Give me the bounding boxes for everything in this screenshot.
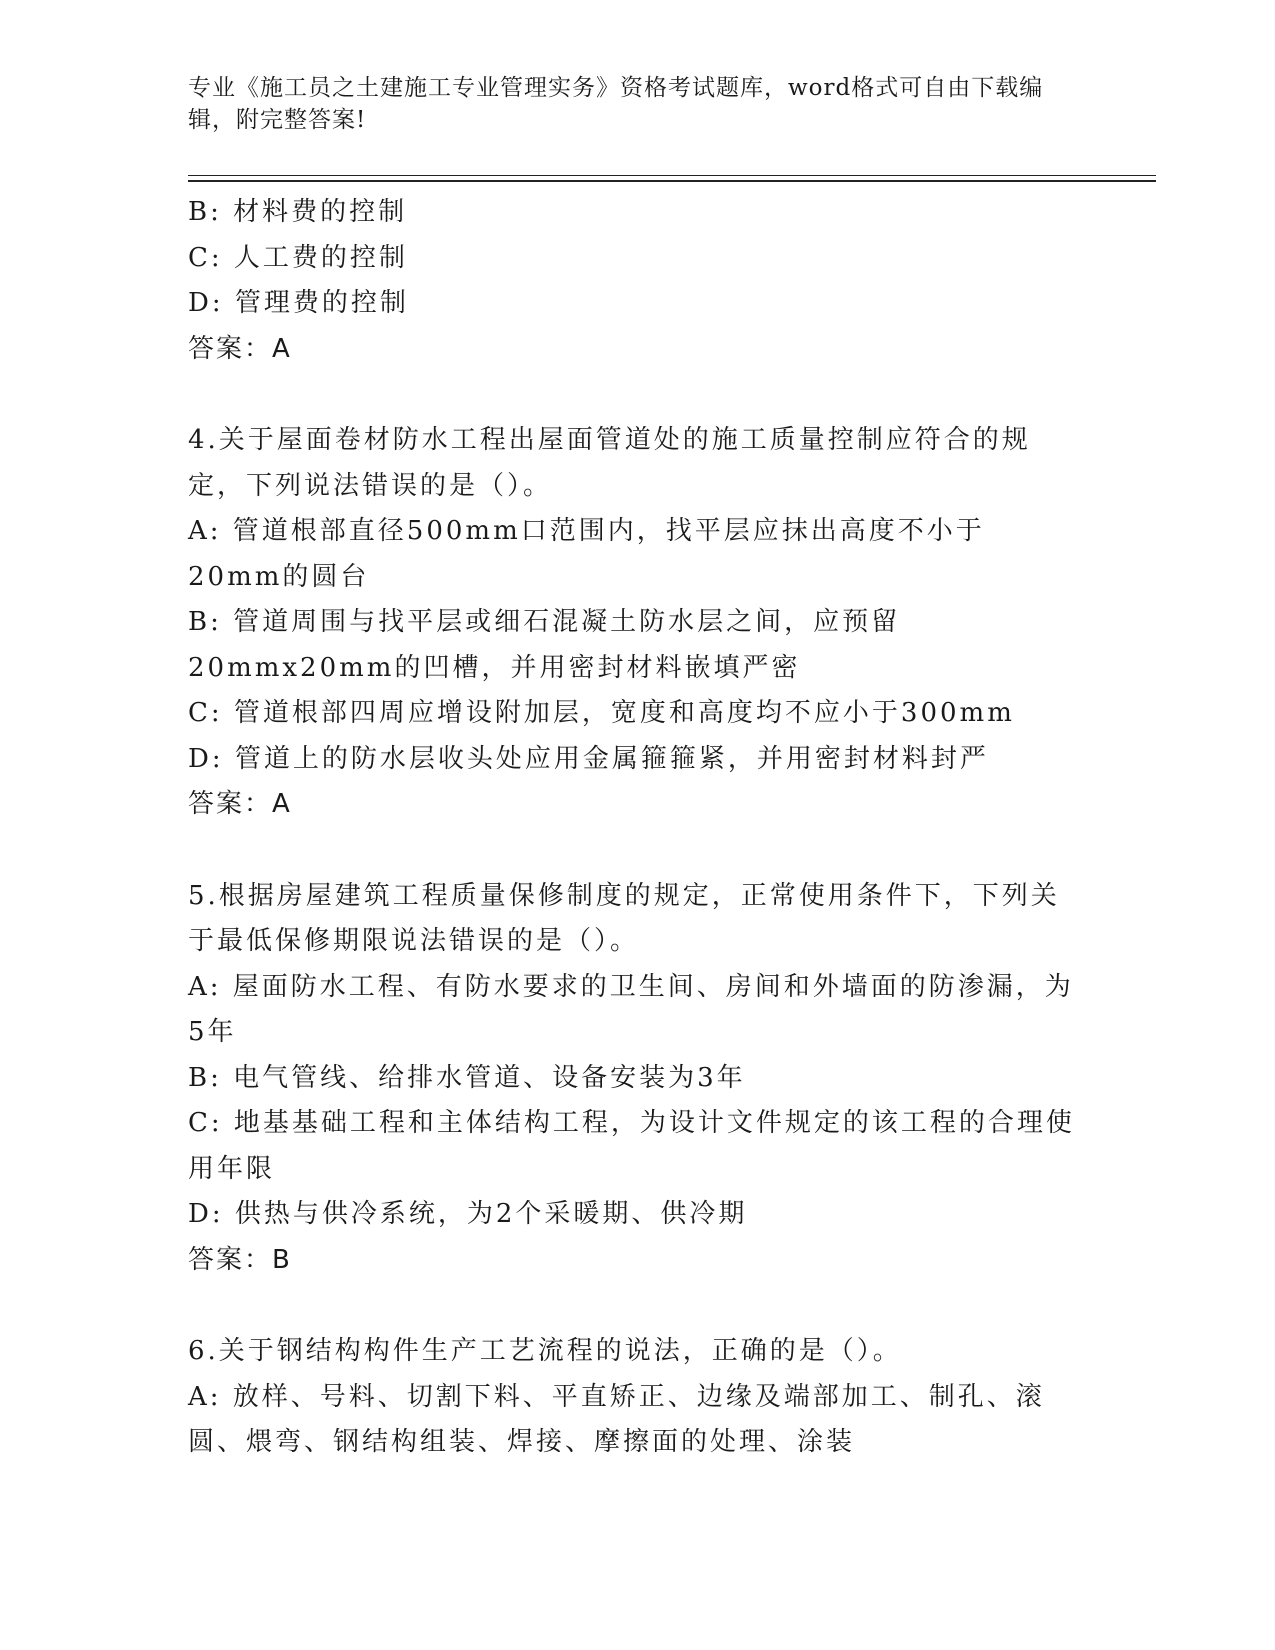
option-c: C: 管道根部四周应增设附加层，宽度和高度均不应小于300mm (188, 698, 1015, 728)
option-b: B: 电气管线、给排水管道、设备安装为3年 (188, 1062, 746, 1093)
answer-line: 答案：B (188, 1244, 292, 1275)
option-c: C: 地基基础工程和主体结构工程，为设计文件规定的该工程的合理使用年限 (188, 1108, 1075, 1184)
question-stem: 4.关于屋面卷材防水工程出屋面管道处的施工质量控制应符合的规定，下列说法错误的是（）。 (188, 425, 1031, 501)
answer-line: 答案：A (188, 333, 292, 364)
spacer (188, 828, 1078, 874)
option-a: A: 管道根部直径500mm口范围内，找平层应抹出高度不小于20mm的圆台 (188, 516, 985, 592)
answer-line: 答案：A (188, 789, 292, 819)
question-stem: 6.关于钢结构构件生产工艺流程的说法，正确的是（）。 (188, 1336, 902, 1366)
page-header (188, 72, 1068, 136)
question-stem: 5.根据房屋建筑工程质量保修制度的规定，正常使用条件下，下列关于最低保修期限说法错误的是（）。 (188, 880, 1060, 956)
question-content (188, 190, 1078, 1466)
header-divider-thin (188, 175, 1156, 176)
option-a: A: 放样、号料、切割下料、平直矫正、边缘及端部加工、制孔、滚圆、煨弯、钢结构组装、焊接、摩擦面的处理、涂装 (188, 1381, 1045, 1457)
header-title: 专业《施工员之土建施工专业管理实务》资格考试题库，word格式可自由下载编辑，附完整答案! (188, 75, 1044, 133)
header-divider-thick (188, 180, 1156, 182)
option-c: C: 人工费的控制 (188, 242, 408, 273)
option-a: A: 屋面防水工程、有防水要求的卫生间、房间和外墙面的防渗漏，为5年 (188, 971, 1074, 1047)
option-b: B: 材料费的控制 (188, 197, 408, 227)
option-d: D: 供热与供冷系统，为2个采暖期、供冷期 (188, 1199, 748, 1229)
option-d: D: 管理费的控制 (188, 288, 409, 318)
spacer (188, 1283, 1078, 1329)
option-d: D: 管道上的防水层收头处应用金属箍箍紧，并用密封材料封严 (188, 743, 989, 774)
option-b: B: 管道周围与找平层或细石混凝土防水层之间，应预留20mmx20mm的凹槽，并用密封材料嵌填严密 (188, 607, 901, 683)
spacer (188, 372, 1078, 418)
